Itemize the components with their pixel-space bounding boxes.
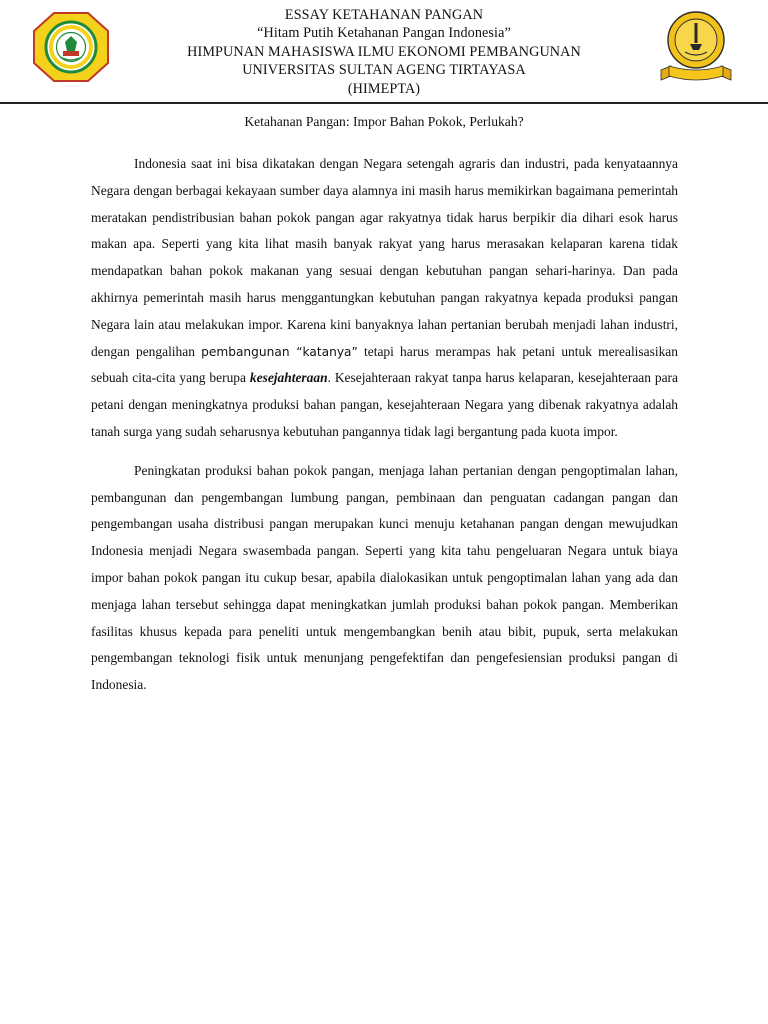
paragraph-1-text-b: tetapi harus merampas hak petani untuk merealisasikan sebuah cita-cita yang berupa [91, 343, 678, 386]
paragraph-2: Peningkatan produksi bahan pokok pangan, menjaga lahan pertanian dengan pengoptimalan lahan, pembangunan dan pengembangan lumbung pangan, pembinaan dan penguatan cadangan pangan dan pengembangan usaha distribusi pangan merupakan kunci menuju ketahanan pangan dengan mewujudkan Indonesia menjadi Negara swasembada pangan. Seperti yang kita tahu pengeluaran Negara untuk biaya impor bahan pokok pangan itu cukup besar, apabila dialokasikan untuk pengoptimalan lahan yang ada dan menjaga lahan tersebut sehingga dapat meningkatkan jumlah produksi bahan pokok pangan. Memberikan fasilitas khusus kepada para peneliti untuk mengembangkan benih atau bibit, pupuk, serta melakukan pengembangan teknologi fisik untuk menunjang pengefektifan dan pengefesiensian produksi pangan di Indonesia. [91, 462, 678, 693]
organization-name: HIMPUNAN MAHASISWA ILMU EKONOMI PEMBANGUNAN [187, 43, 581, 60]
essay-title: Ketahanan Pangan: Impor Bahan Pokok, Perlukah? [244, 114, 524, 129]
paragraph-1-text-c: . Kesejahteraan rakyat tanpa harus kelaparan, kesejahteraan para petani dengan meningkatnya produksi bahan pangan, kesejahteraan Negara yang dibenak rakyatnya adalah tanah surga yang sudah seharusnya kebutuhan pangannya tidak lagi bergantung pada kuota impor. [91, 370, 678, 439]
paragraph-1-text-a: Indonesia saat ini bisa dikatakan dengan Negara setengah agraris dan industri, pada kenyataannya Negara dengan berbagai kekayaan sumber daya alamnya ini masih harus memikirkan bagaimana pemerintah meratakan pendistribusian bahan pokok pangan agar rakyatnya tidak harus berpikir dia dihari esok harus makan apa. Seperti yang kita lihat masih banyak rakyat yang harus merasakan kelaparan karena tidak mendapatkan bahan pokok makanan yang sesuai dengan kebutuhan pangan sehari-harinya. Dan pada akhirnya pemerintah masih harus menggantungkan kebutuhan pangan rakyatnya kepada produksi pangan Negara lain atau melakukan impor. Karena kini banyaknya lahan pertanian berubah menjadi lahan industri, dengan pengalihan [91, 156, 678, 359]
essay-body [91, 151, 678, 699]
university-seal-icon [32, 11, 110, 83]
paragraph-1-sans-phrase: pembangunan “katanya” [201, 344, 358, 359]
organization-abbreviation: (HIMEPTA) [347, 80, 421, 97]
paragraph-1-emphasis: kesejahteraan [249, 370, 328, 386]
header-divider [0, 102, 768, 104]
essay-heading: ESSAY KETAHANAN PANGAN [284, 7, 484, 23]
essay-subtitle: “Hitam Putih Ketahanan Pangan Indonesia” [257, 25, 511, 42]
university-name: UNIVERSITAS SULTAN AGENG TIRTAYASA [242, 62, 526, 79]
letterhead [0, 0, 768, 106]
paragraph-1 [91, 151, 678, 446]
himepta-badge-icon [655, 10, 737, 84]
letterhead-text [150, 6, 618, 98]
